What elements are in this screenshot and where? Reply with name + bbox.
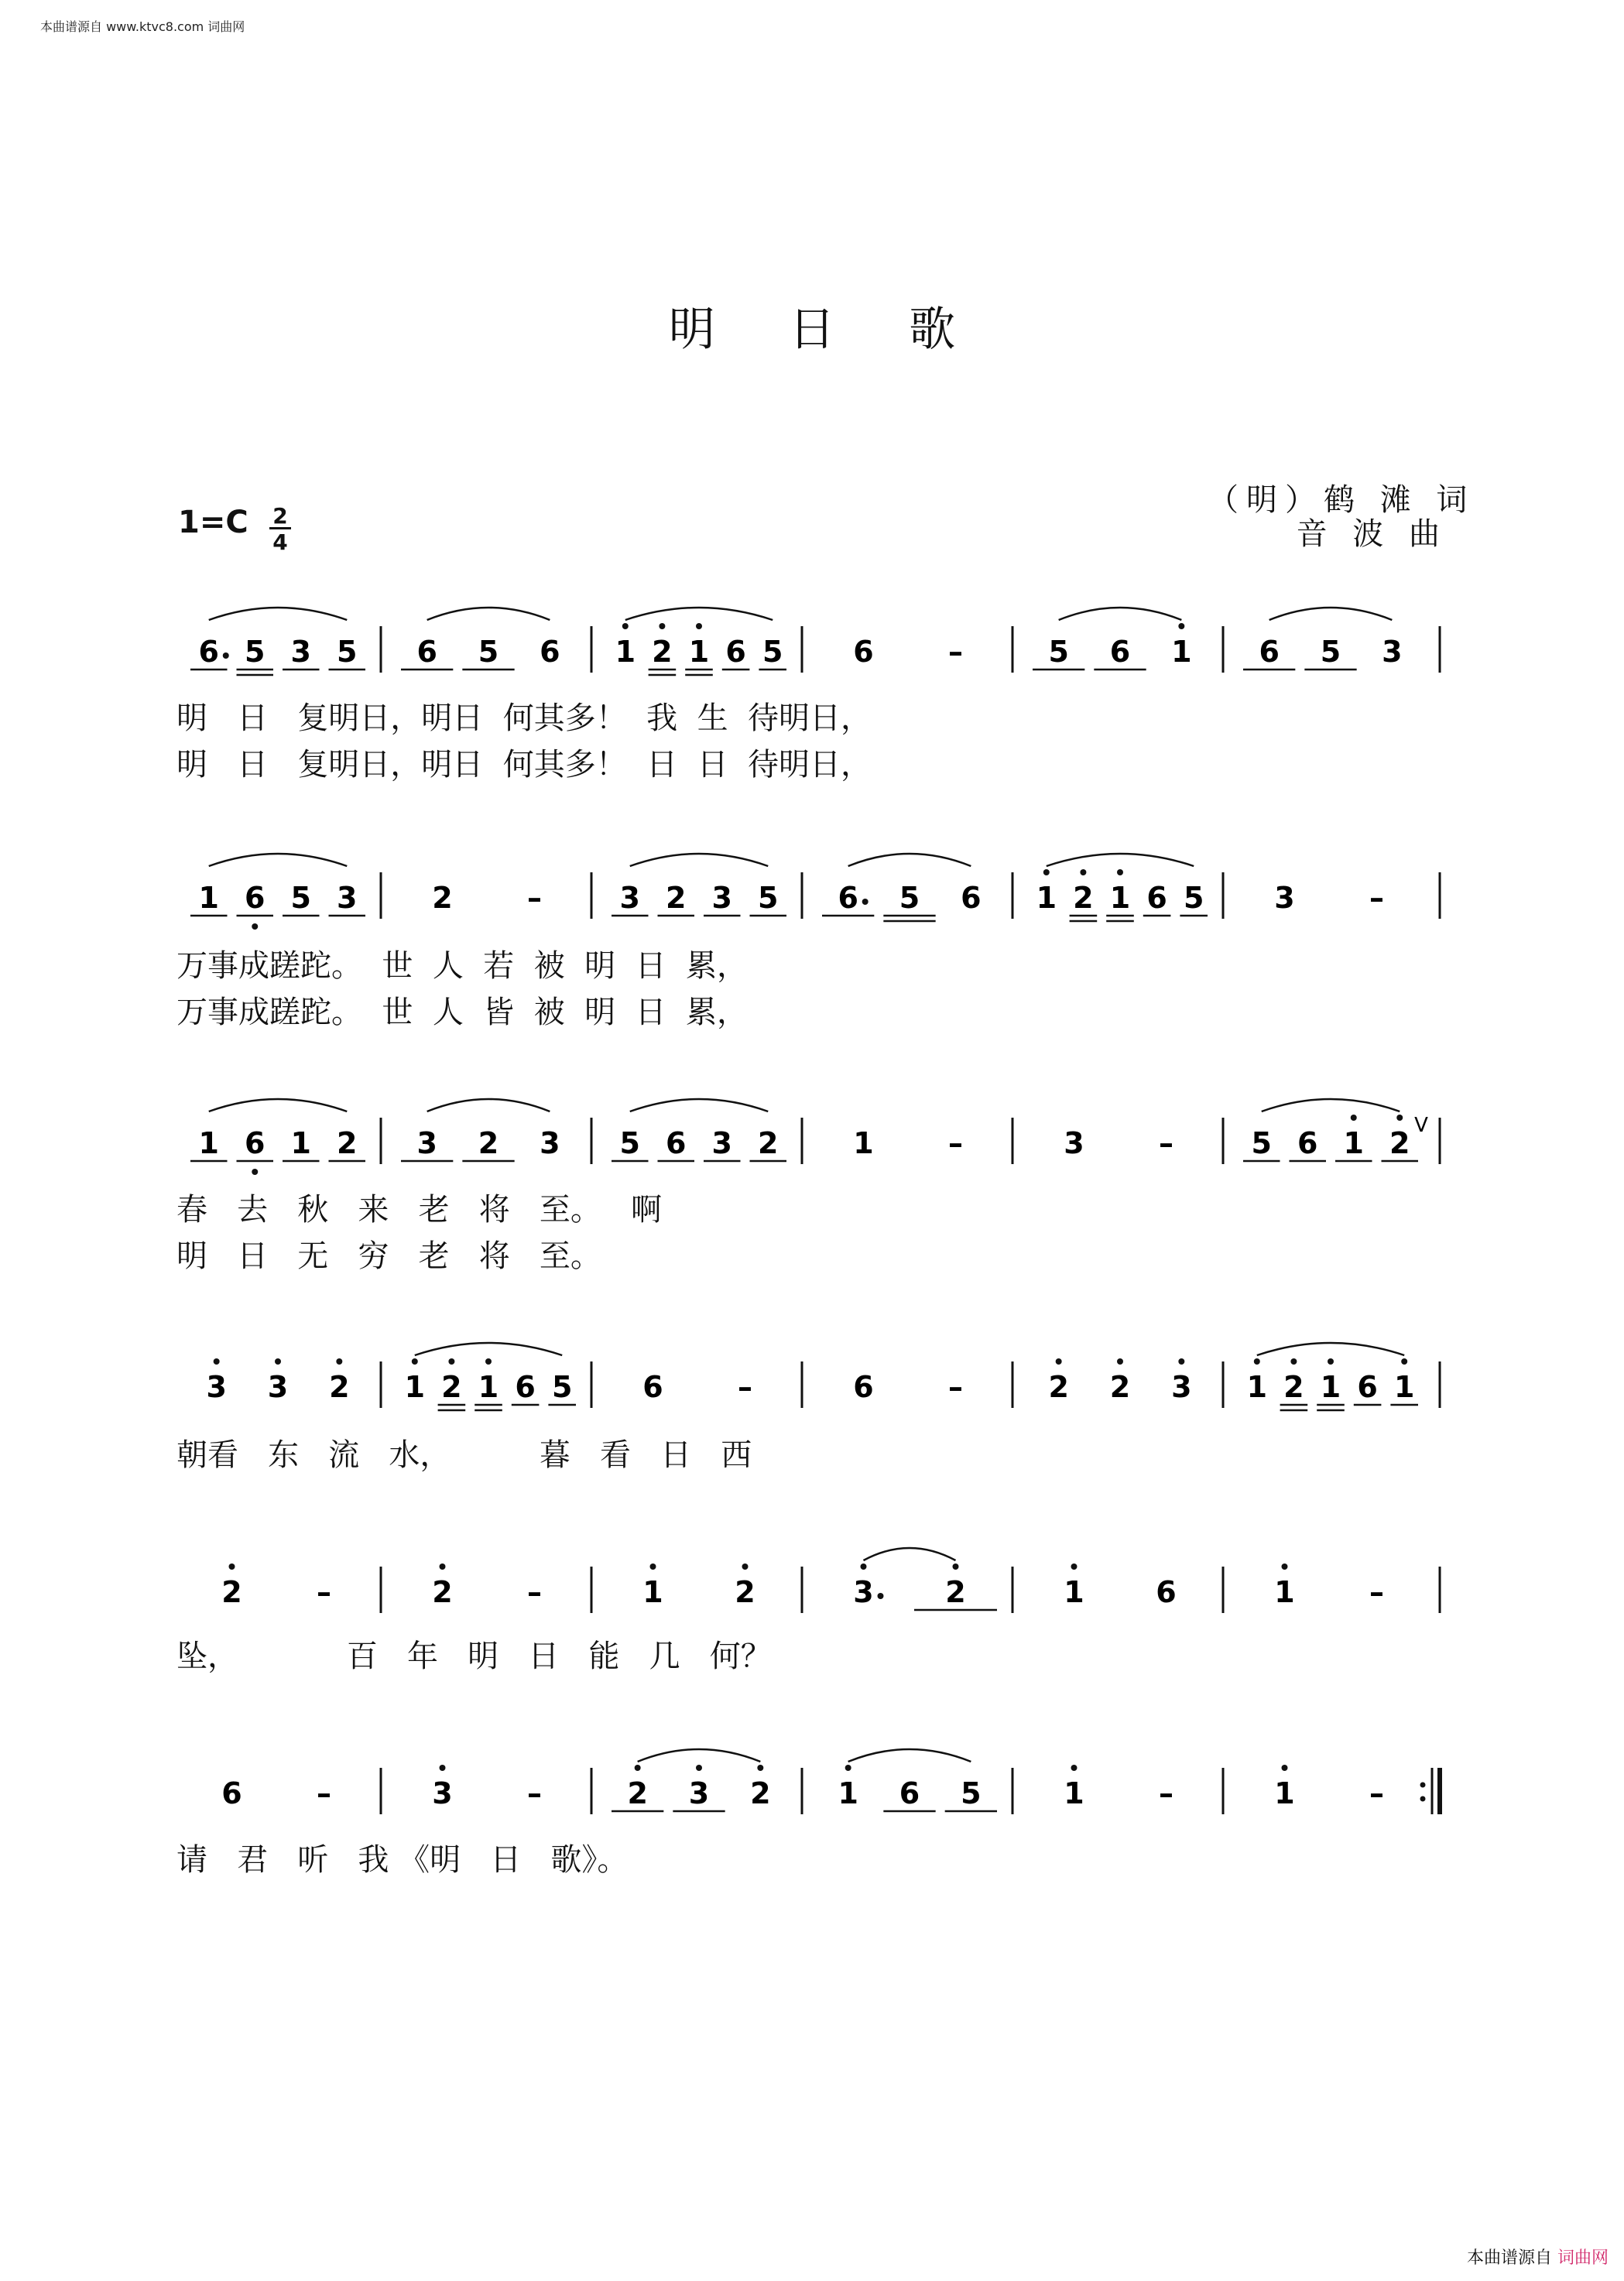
note-6: 6 bbox=[416, 635, 437, 669]
repeat-dot bbox=[1420, 1783, 1426, 1788]
note-2: 2 bbox=[666, 881, 687, 915]
extension-dash: – bbox=[948, 1370, 963, 1404]
note-2: 2 bbox=[1283, 1370, 1304, 1404]
note-3: 3 bbox=[206, 1370, 227, 1404]
slur bbox=[209, 608, 348, 620]
note-2: 2 bbox=[441, 1370, 462, 1404]
lyricist-credit: （明）鹤 滩 词 bbox=[1208, 482, 1475, 518]
high-octave-dot bbox=[1254, 1358, 1260, 1365]
song-title: 明 日 歌 bbox=[668, 303, 985, 357]
lyric-line: 明 日 复明日，明日 何其多！ 我 生 待明日， bbox=[176, 700, 872, 736]
note-1: 1 bbox=[1036, 881, 1057, 915]
note-3: 3 bbox=[432, 1776, 453, 1810]
high-octave-dot bbox=[1401, 1358, 1407, 1365]
high-octave-dot bbox=[1043, 869, 1050, 875]
high-octave-dot bbox=[650, 1563, 656, 1570]
note-2: 2 bbox=[329, 1370, 350, 1404]
note-1: 1 bbox=[1274, 1776, 1295, 1810]
note-5: 5 bbox=[961, 1776, 982, 1810]
low-octave-dot bbox=[252, 923, 258, 930]
note-1: 1 bbox=[1274, 1575, 1295, 1609]
note-5: 5 bbox=[762, 635, 783, 669]
note-6: 6 bbox=[725, 635, 746, 669]
high-octave-dot bbox=[659, 623, 665, 629]
high-octave-dot bbox=[229, 1563, 235, 1570]
note-6: 6 bbox=[1146, 881, 1167, 915]
high-octave-dot bbox=[1080, 869, 1086, 875]
note-3: 3 bbox=[1064, 1126, 1084, 1160]
note-6: 6 bbox=[515, 1370, 536, 1404]
note-2: 2 bbox=[432, 881, 453, 915]
extension-dash: – bbox=[527, 1776, 542, 1810]
note-6: 6 bbox=[198, 635, 219, 669]
lyric-line: 春 去 秋 来 老 将 至。 啊 bbox=[176, 1192, 663, 1228]
lyric-line: 朝看 东 流 水， 暮 看 日 西 bbox=[176, 1437, 752, 1473]
note-1: 1 bbox=[1320, 1370, 1341, 1404]
high-octave-dot bbox=[440, 1765, 446, 1771]
high-octave-dot bbox=[1328, 1358, 1334, 1365]
lyric-line: 请 君 听 我 《明 日 歌》。 bbox=[176, 1842, 629, 1878]
note-1: 1 bbox=[1064, 1776, 1084, 1810]
note-6: 6 bbox=[540, 635, 560, 669]
augmentation-dot bbox=[223, 652, 229, 659]
note-5: 5 bbox=[551, 1370, 573, 1404]
composer-credit: 音 波 曲 bbox=[1296, 516, 1448, 552]
note-1: 1 bbox=[1246, 1370, 1268, 1404]
note-6: 6 bbox=[899, 1776, 920, 1810]
high-octave-dot bbox=[1282, 1563, 1288, 1570]
note-6: 6 bbox=[666, 1126, 687, 1160]
time-signature-top: 2 bbox=[272, 503, 288, 529]
note-3: 3 bbox=[290, 635, 311, 669]
high-octave-dot bbox=[1351, 1115, 1357, 1121]
high-octave-dot bbox=[1282, 1765, 1288, 1771]
extension-dash: – bbox=[948, 635, 963, 669]
note-1: 1 bbox=[1109, 881, 1131, 915]
note-3: 3 bbox=[1382, 635, 1403, 669]
note-3: 3 bbox=[688, 1776, 710, 1810]
slur bbox=[427, 608, 550, 620]
octave-dot bbox=[336, 1358, 342, 1365]
note-1: 1 bbox=[642, 1575, 663, 1609]
high-octave-dot bbox=[635, 1765, 641, 1771]
lyric-line: 万事成蹉跎。 世 人 皆 被 明 日 累， bbox=[176, 995, 749, 1030]
note-5: 5 bbox=[1251, 1126, 1272, 1160]
high-octave-dot bbox=[1117, 869, 1123, 875]
note-6: 6 bbox=[1259, 635, 1280, 669]
augmentation-dot bbox=[878, 1593, 884, 1599]
note-6: 6 bbox=[853, 635, 874, 669]
extension-dash: – bbox=[317, 1776, 331, 1810]
note-6: 6 bbox=[221, 1776, 242, 1810]
note-3: 3 bbox=[416, 1126, 437, 1160]
slur bbox=[864, 1548, 956, 1560]
high-octave-dot bbox=[845, 1765, 851, 1771]
high-octave-dot bbox=[440, 1563, 446, 1570]
high-octave-dot bbox=[1056, 1358, 1062, 1365]
note-6: 6 bbox=[1109, 635, 1131, 669]
note-5: 5 bbox=[290, 881, 311, 915]
note-1: 1 bbox=[1343, 1126, 1364, 1160]
high-octave-dot bbox=[696, 623, 702, 629]
note-2: 2 bbox=[652, 635, 673, 669]
note-3: 3 bbox=[619, 881, 640, 915]
note-3: 3 bbox=[337, 881, 358, 915]
time-signature-bottom: 4 bbox=[272, 529, 288, 555]
high-octave-dot bbox=[1396, 1115, 1403, 1121]
note-5: 5 bbox=[1320, 635, 1341, 669]
extension-dash: – bbox=[1159, 1776, 1173, 1810]
note-1: 1 bbox=[198, 1126, 219, 1160]
octave-dot bbox=[275, 1358, 281, 1365]
note-6: 6 bbox=[245, 1126, 266, 1160]
breath-mark: V bbox=[1414, 1114, 1428, 1137]
footer-source-text: 本曲谱源自 bbox=[1466, 2248, 1552, 2268]
augmentation-dot bbox=[862, 899, 869, 905]
note-2: 2 bbox=[1109, 1370, 1131, 1404]
high-octave-dot bbox=[953, 1563, 959, 1570]
slur bbox=[1047, 854, 1194, 866]
note-1: 1 bbox=[1393, 1370, 1415, 1404]
high-octave-dot bbox=[1290, 1358, 1297, 1365]
note-1: 1 bbox=[290, 1126, 311, 1160]
note-2: 2 bbox=[627, 1776, 648, 1810]
note-1: 1 bbox=[404, 1370, 426, 1404]
key-signature: 1=C bbox=[178, 505, 248, 540]
note-6: 6 bbox=[961, 881, 982, 915]
lyric-line: 坠， 百 年 明 日 能 几 何？ bbox=[176, 1639, 772, 1674]
extension-dash: – bbox=[1369, 881, 1384, 915]
lyric-line: 明 日 复明日，明日 何其多！ 日 日 待明日， bbox=[176, 747, 872, 783]
high-octave-dot bbox=[1117, 1358, 1123, 1365]
slur bbox=[1257, 1343, 1404, 1355]
slur bbox=[1262, 1099, 1400, 1111]
high-octave-dot bbox=[1178, 623, 1184, 629]
high-octave-dot bbox=[861, 1563, 867, 1570]
slur bbox=[209, 1099, 348, 1111]
note-1: 1 bbox=[1064, 1575, 1084, 1609]
note-2: 2 bbox=[750, 1776, 771, 1810]
note-3: 3 bbox=[853, 1575, 874, 1609]
extension-dash: – bbox=[317, 1575, 331, 1609]
note-5: 5 bbox=[619, 1126, 640, 1160]
note-2: 2 bbox=[337, 1126, 358, 1160]
note-5: 5 bbox=[245, 635, 266, 669]
high-octave-dot bbox=[1071, 1563, 1078, 1570]
header-source-note: 本曲谱源自 www.ktvc8.com 词曲网 bbox=[40, 19, 245, 34]
note-3: 3 bbox=[267, 1370, 289, 1404]
note-2: 2 bbox=[1389, 1126, 1410, 1160]
slur bbox=[1059, 608, 1182, 620]
note-3: 3 bbox=[1171, 1370, 1192, 1404]
high-octave-dot bbox=[448, 1358, 454, 1365]
slur bbox=[427, 1099, 550, 1111]
note-5: 5 bbox=[758, 881, 779, 915]
extension-dash: – bbox=[527, 1575, 542, 1609]
note-6: 6 bbox=[245, 881, 266, 915]
note-6: 6 bbox=[838, 881, 858, 915]
slur bbox=[415, 1343, 562, 1355]
note-5: 5 bbox=[1048, 635, 1069, 669]
note-1: 1 bbox=[198, 881, 219, 915]
note-2: 2 bbox=[945, 1575, 966, 1609]
note-6: 6 bbox=[1156, 1575, 1177, 1609]
extension-dash: – bbox=[738, 1370, 752, 1404]
high-octave-dot bbox=[485, 1358, 492, 1365]
slur bbox=[1269, 608, 1393, 620]
extension-dash: – bbox=[1369, 1776, 1384, 1810]
low-octave-dot bbox=[252, 1169, 258, 1175]
note-2: 2 bbox=[758, 1126, 779, 1160]
footer-logo bbox=[1467, 2245, 1609, 2269]
note-5: 5 bbox=[478, 635, 499, 669]
slur bbox=[630, 1099, 769, 1111]
slur bbox=[638, 1749, 761, 1762]
note-1: 1 bbox=[853, 1126, 874, 1160]
repeat-dot bbox=[1420, 1796, 1426, 1802]
note-6: 6 bbox=[1297, 1126, 1318, 1160]
note-6: 6 bbox=[853, 1370, 874, 1404]
note-2: 2 bbox=[432, 1575, 453, 1609]
note-2: 2 bbox=[1073, 881, 1094, 915]
high-octave-dot bbox=[742, 1563, 749, 1570]
note-2: 2 bbox=[1048, 1370, 1069, 1404]
note-2: 2 bbox=[478, 1126, 499, 1160]
octave-dot bbox=[214, 1358, 220, 1365]
lyric-line: 明 日 无 穷 老 将 至。 bbox=[176, 1238, 601, 1274]
slur bbox=[848, 1749, 971, 1762]
high-octave-dot bbox=[412, 1358, 418, 1365]
high-octave-dot bbox=[757, 1765, 763, 1771]
extension-dash: – bbox=[948, 1126, 963, 1160]
note-3: 3 bbox=[711, 1126, 732, 1160]
note-5: 5 bbox=[337, 635, 358, 669]
slur bbox=[848, 854, 971, 866]
note-3: 3 bbox=[711, 881, 732, 915]
note-6: 6 bbox=[642, 1370, 663, 1404]
extension-dash: – bbox=[1159, 1126, 1173, 1160]
note-3: 3 bbox=[540, 1126, 560, 1160]
high-octave-dot bbox=[1071, 1765, 1078, 1771]
high-octave-dot bbox=[696, 1765, 702, 1771]
high-octave-dot bbox=[622, 623, 629, 629]
note-1: 1 bbox=[615, 635, 636, 669]
note-2: 2 bbox=[221, 1575, 242, 1609]
note-1: 1 bbox=[688, 635, 710, 669]
slur bbox=[209, 854, 348, 866]
note-1: 1 bbox=[1171, 635, 1192, 669]
note-5: 5 bbox=[1183, 881, 1204, 915]
note-3: 3 bbox=[1274, 881, 1295, 915]
extension-dash: – bbox=[1369, 1575, 1384, 1609]
note-5: 5 bbox=[899, 881, 920, 915]
lyric-line: 万事成蹉跎。 世 人 若 被 明 日 累， bbox=[176, 948, 749, 984]
high-octave-dot bbox=[1178, 1358, 1184, 1365]
note-1: 1 bbox=[838, 1776, 858, 1810]
slur bbox=[625, 608, 773, 620]
note-6: 6 bbox=[1357, 1370, 1378, 1404]
note-2: 2 bbox=[735, 1575, 755, 1609]
extension-dash: – bbox=[527, 881, 542, 915]
note-1: 1 bbox=[478, 1370, 499, 1404]
slur bbox=[630, 854, 769, 866]
footer-site-name: 词曲网 bbox=[1557, 2248, 1609, 2268]
